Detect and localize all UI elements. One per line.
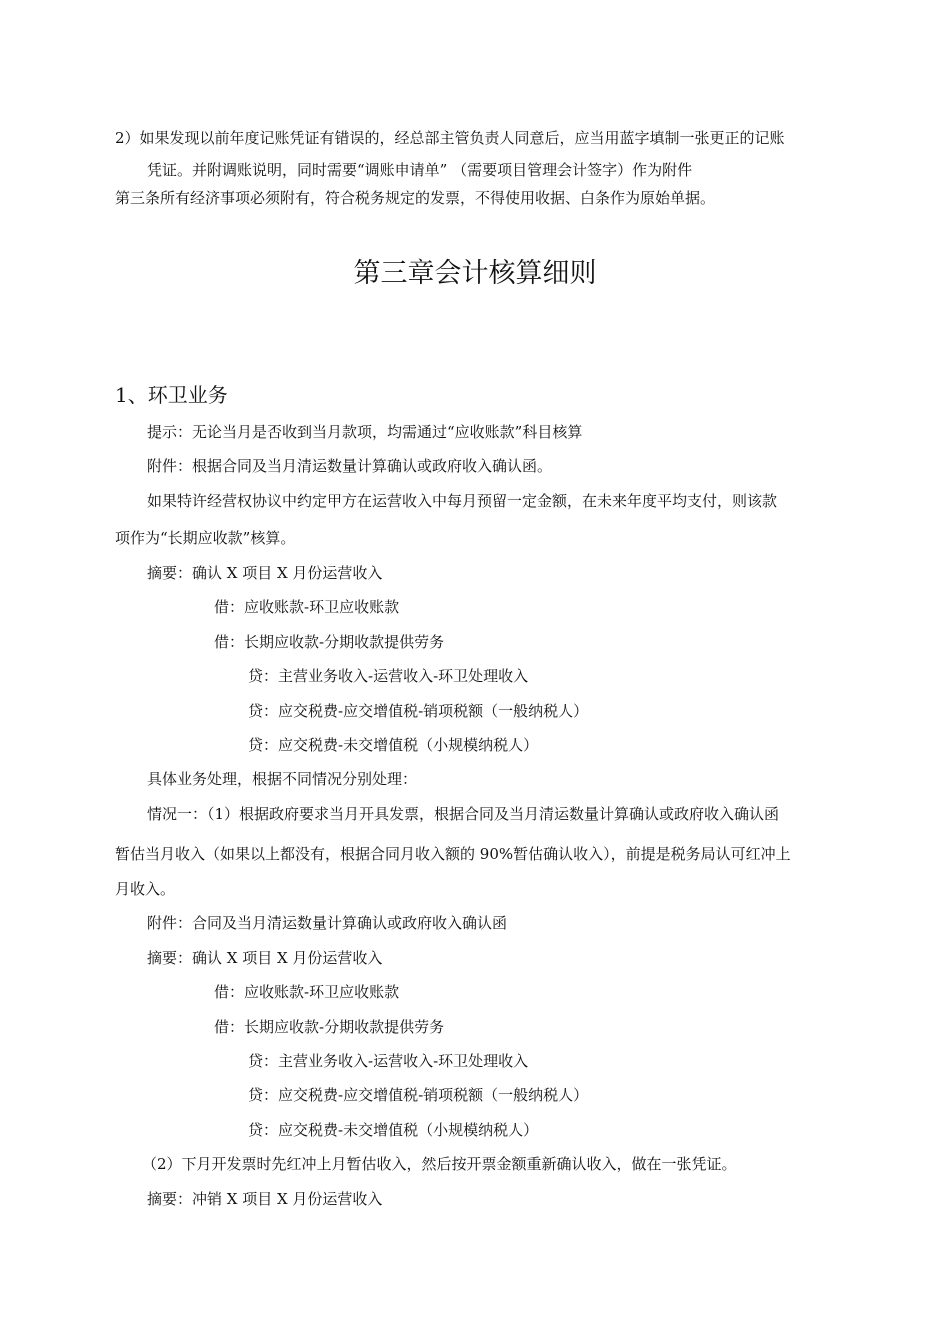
entry1-debit-1: 借：应收账款-环卫应收账款	[214, 598, 400, 616]
entry1-summary: 摘要：确认 X 项目 X 月份运营收入	[147, 564, 383, 582]
step-2-text: （2）下月开发票时先红冲上月暂估收入，然后按开票金额重新确认收入，做在一张凭证。	[142, 1155, 737, 1173]
entry3-summary: 摘要：冲销 X 项目 X 月份运营收入	[147, 1190, 383, 1208]
section-heading: 1、环卫业务	[115, 383, 228, 407]
entry2-debit-2: 借：长期应收款-分期收款提供劳务	[214, 1018, 445, 1036]
case1-paragraph-continued: 暂估当月收入（如果以上都没有，根据合同月收入额的 90%暂估确认收入），前提是税务局认可红冲上	[115, 845, 791, 863]
case1-paragraph-end: 月收入。	[115, 880, 176, 898]
entry2-credit-1: 贷：主营业务收入-运营收入-环卫处理收入	[248, 1052, 529, 1070]
specific-handling-text: 具体业务处理，根据不同情况分别处理：	[147, 770, 418, 788]
franchise-paragraph-continued: 项作为“长期应收款”核算。	[115, 529, 296, 547]
tip-text: 提示：无论当月是否收到当月款项，均需通过“应收账款”科目核算	[147, 423, 583, 441]
entry2-debit-1: 借：应收账款-环卫应收账款	[214, 983, 400, 1001]
entry1-credit-2: 贷：应交税费-应交增值税-销项税额（一般纳税人）	[248, 702, 589, 720]
entry1-debit-2: 借：长期应收款-分期收款提供劳务	[214, 633, 445, 651]
attachment-text: 附件：根据合同及当月清运数量计算确认或政府收入确认函。	[147, 457, 553, 475]
entry1-credit-1: 贷：主营业务收入-运营收入-环卫处理收入	[248, 667, 529, 685]
chapter-title: 第三章会计核算细则	[353, 258, 597, 289]
entry2-summary: 摘要：确认 X 项目 X 月份运营收入	[147, 949, 383, 967]
entry1-credit-3: 贷：应交税费-未交增值税（小规模纳税人）	[248, 736, 539, 754]
case1-paragraph: 情况一：（1）根据政府要求当月开具发票，根据合同及当月清运数量计算确认或政府收入确认函	[147, 805, 780, 823]
franchise-paragraph: 如果特许经营权协议中约定甲方在运营收入中每月预留一定金额，在未来年度平均支付，则该款	[147, 492, 778, 510]
intro-paragraph-1-continued: 凭证。并附调账说明，同时需要“调账申请单” （需要项目管理会计签字）作为附件	[147, 161, 693, 179]
attachment-text-2: 附件：合同及当月清运数量计算确认或政府收入确认函	[147, 914, 508, 932]
entry2-credit-2: 贷：应交税费-应交增值税-销项税额（一般纳税人）	[248, 1086, 589, 1104]
intro-paragraph-1: 2）如果发现以前年度记账凭证有错误的，经总部主管负责人同意后，应当用蓝字填制一张更正的记账	[115, 129, 785, 147]
entry2-credit-3: 贷：应交税费-未交增值税（小规模纳税人）	[248, 1121, 539, 1139]
intro-paragraph-2: 第三条所有经济事项必须附有，符合税务规定的发票，不得使用收据、白条作为原始单据。	[115, 189, 716, 207]
